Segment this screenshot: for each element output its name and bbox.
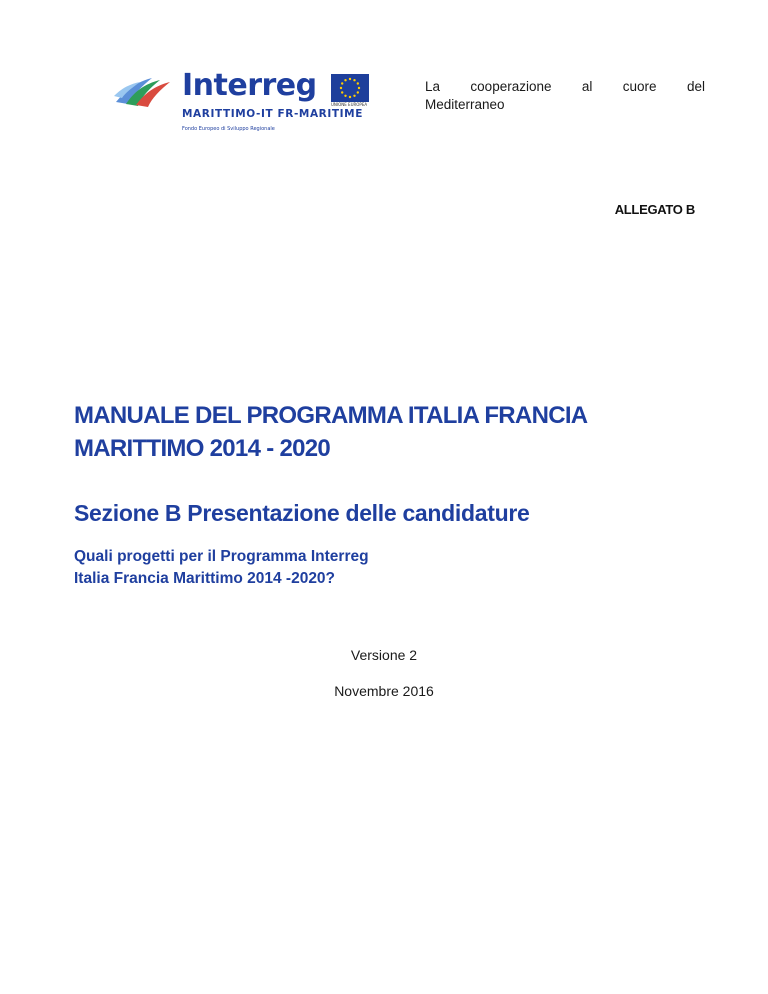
document-title [74,399,587,465]
date-label: Novembre 2016 [334,683,434,699]
annex-label: ALLEGATO B [614,202,695,217]
version-label: Versione 2 [350,647,418,663]
logo-program-name: MARITTIMO-IT FR-MARITIME [182,108,363,120]
motto-word: cooperazione [470,79,552,94]
motto-word: al [581,79,593,94]
motto-line-1 [425,78,705,96]
motto-word: cuore [622,79,657,94]
title-line-2: MARITTIMO 2014 - 2020 [74,435,331,462]
motto [425,78,705,114]
section-title: Sezione B Presentazione delle candidature [74,500,530,526]
subtitle-line-1: Quali progetti per il Programma Interreg [74,548,369,565]
motto-word: La [425,79,441,94]
motto-line-2: Mediterraneo [425,97,505,112]
document-subtitle [74,546,369,590]
motto-word: del [686,79,705,94]
eu-caption: UNIONE EUROPEA [331,102,368,107]
logo-wordmark: Interreg [182,68,317,103]
interreg-logo [112,68,372,144]
subtitle-line-2: Italia Francia Marittimo 2014 -2020? [74,570,336,587]
interreg-swoosh-icon [112,74,174,108]
title-line-1: MANUALE DEL PROGRAMMA ITALIA FRANCIA [74,402,588,429]
logo-fund-name: Fondo Europeo di Sviluppo Regionale [182,126,275,132]
eu-flag-icon [331,74,369,102]
